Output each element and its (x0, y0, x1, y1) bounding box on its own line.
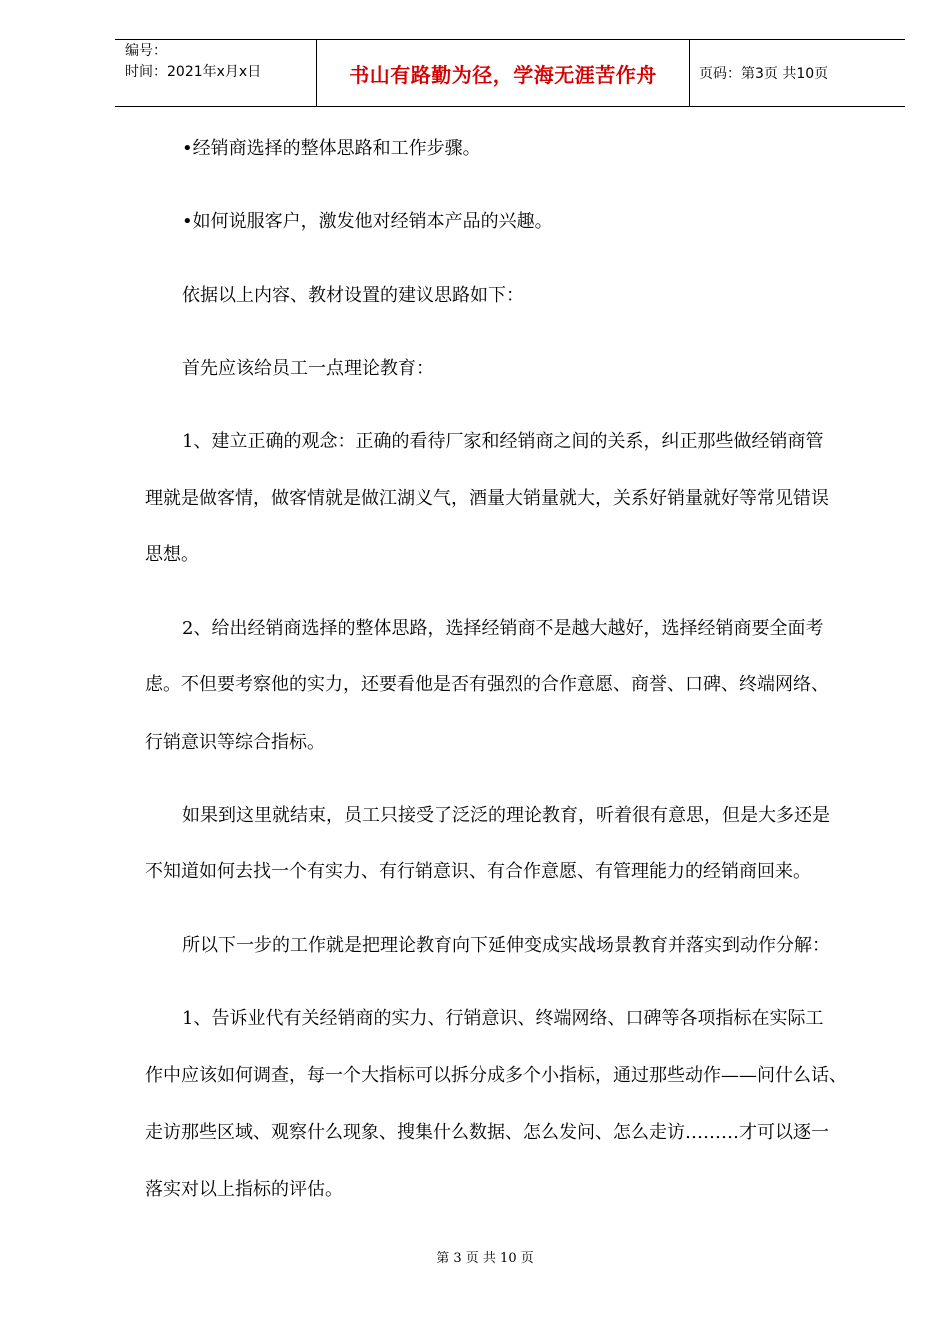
motto: 书山有路勤为径，学海无涯苦作舟 (349, 62, 657, 87)
header-motto-cell (316, 40, 690, 106)
paragraph-line: 所以下一步的工作就是把理论教育向下延伸变成实战场景教育并落实到动作分解： (182, 935, 830, 956)
document-number: 编号： (125, 43, 167, 59)
paragraph-line: 理就是做客情，做客情就是做江湖义气，酒量大销量就大，关系好销量就好等常见错误 (145, 488, 829, 509)
paragraph-line: 走访那些区域、观察什么现象、搜集什么数据、怎么发问、怎么走访………才可以逐一 (145, 1122, 829, 1143)
paragraph-line: 不知道如何去找一个有实力、有行销意识、有合作意愿、有管理能力的经销商回来。 (145, 861, 811, 882)
paragraph-line: 虑。不但要考察他的实力，还要看他是否有强烈的合作意愿、商誉、口碑、终端网络、 (145, 674, 829, 695)
paragraph-line: 思想。 (145, 544, 199, 565)
header-page-cell (690, 40, 905, 106)
paragraph-line: 1、告诉业代有关经销商的实力、行销意识、终端网络、口碑等各项指标在实际工 (182, 1008, 824, 1029)
page-info: 页码：第3页 共10页 (699, 66, 829, 82)
paragraph-line: 作中应该如何调查，每一个大指标可以拆分成多个小指标，通过那些动作——问什么话、 (145, 1065, 847, 1086)
paragraph-line: 依据以上内容、教材设置的建议思路如下： (182, 285, 524, 306)
paragraph-line: 如果到这里就结束，员工只接受了泛泛的理论教育，听着很有意思，但是大多还是 (182, 805, 830, 826)
header-meta (115, 40, 316, 106)
document-date: 时间：2021年x月x日 (125, 64, 262, 80)
page-footer: 第 3 页 共 10 页 (436, 1251, 534, 1266)
paragraph-line: 首先应该给员工一点理论教育： (182, 358, 434, 379)
paragraph-line: 2、给出经销商选择的整体思路，选择经销商不是越大越好，选择经销商要全面考 (182, 618, 824, 639)
paragraph-line: 行销意识等综合指标。 (145, 732, 325, 753)
paragraph-line: 1、建立正确的观念：正确的看待厂家和经销商之间的关系，纠正那些做经销商管 (182, 431, 824, 452)
paragraph-line: 落实对以上指标的评估。 (145, 1179, 343, 1200)
bullet-line: •如何说服客户，激发他对经销本产品的兴趣。 (182, 211, 553, 232)
page-header (115, 39, 905, 107)
bullet-line: •经销商选择的整体思路和工作步骤。 (182, 138, 481, 159)
